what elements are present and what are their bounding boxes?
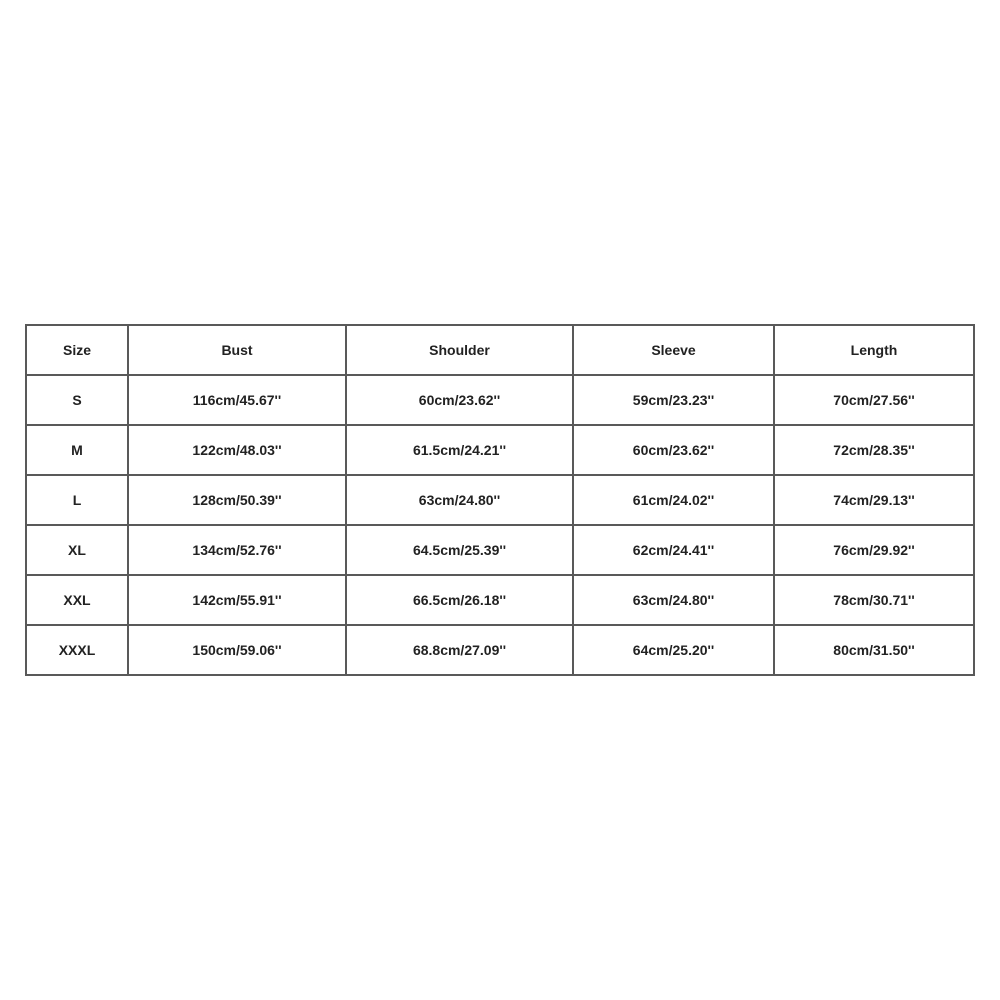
- cell-sleeve: 60cm/23.62'': [573, 425, 774, 475]
- table-row: [26, 375, 974, 425]
- cell-shoulder: 64.5cm/25.39'': [346, 525, 573, 575]
- table-row: [26, 525, 974, 575]
- cell-shoulder: 68.8cm/27.09'': [346, 625, 573, 675]
- cell-size: XL: [26, 525, 128, 575]
- cell-bust: 116cm/45.67'': [128, 375, 346, 425]
- table-row: [26, 575, 974, 625]
- cell-length: 74cm/29.13'': [774, 475, 974, 525]
- cell-size: M: [26, 425, 128, 475]
- table-row: [26, 475, 974, 525]
- cell-bust: 128cm/50.39'': [128, 475, 346, 525]
- header-bust: Bust: [128, 325, 346, 375]
- cell-size: S: [26, 375, 128, 425]
- cell-shoulder: 66.5cm/26.18'': [346, 575, 573, 625]
- table-row: [26, 625, 974, 675]
- cell-bust: 150cm/59.06'': [128, 625, 346, 675]
- table-row: [26, 425, 974, 475]
- cell-length: 80cm/31.50'': [774, 625, 974, 675]
- cell-shoulder: 63cm/24.80'': [346, 475, 573, 525]
- cell-bust: 134cm/52.76'': [128, 525, 346, 575]
- cell-sleeve: 63cm/24.80'': [573, 575, 774, 625]
- cell-bust: 142cm/55.91'': [128, 575, 346, 625]
- cell-sleeve: 62cm/24.41'': [573, 525, 774, 575]
- cell-sleeve: 59cm/23.23'': [573, 375, 774, 425]
- cell-length: 78cm/30.71'': [774, 575, 974, 625]
- header-length: Length: [774, 325, 974, 375]
- header-sleeve: Sleeve: [573, 325, 774, 375]
- cell-length: 70cm/27.56'': [774, 375, 974, 425]
- cell-length: 76cm/29.92'': [774, 525, 974, 575]
- cell-shoulder: 61.5cm/24.21'': [346, 425, 573, 475]
- table-header-row: [26, 325, 974, 375]
- cell-size: XXXL: [26, 625, 128, 675]
- cell-bust: 122cm/48.03'': [128, 425, 346, 475]
- cell-shoulder: 60cm/23.62'': [346, 375, 573, 425]
- cell-sleeve: 64cm/25.20'': [573, 625, 774, 675]
- cell-sleeve: 61cm/24.02'': [573, 475, 774, 525]
- cell-length: 72cm/28.35'': [774, 425, 974, 475]
- header-shoulder: Shoulder: [346, 325, 573, 375]
- cell-size: XXL: [26, 575, 128, 625]
- header-size: Size: [26, 325, 128, 375]
- cell-size: L: [26, 475, 128, 525]
- size-chart-table: [25, 324, 975, 676]
